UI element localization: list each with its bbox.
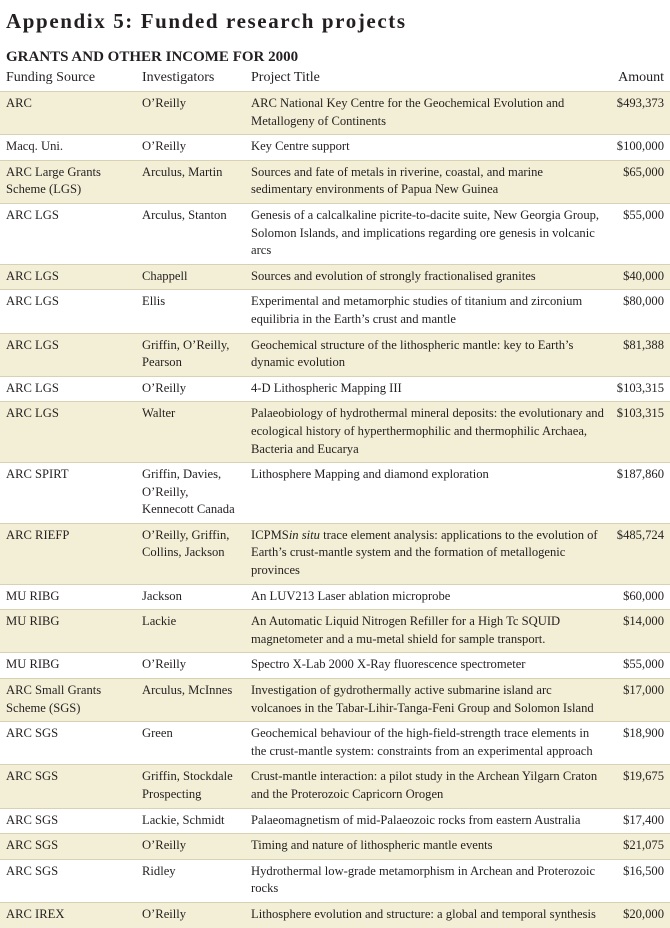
- cell-investigators: O’Reilly: [136, 834, 245, 860]
- cell-funding-source: ARC LGS: [0, 333, 136, 376]
- cell-funding-source: ARC SGS: [0, 834, 136, 860]
- cell-amount: $60,000: [607, 584, 670, 610]
- table-row: [0, 808, 670, 834]
- cell-project-title: Genesis of a calcalkaline picrite-to-dacite suite, New Georgia Group, Solomon Islands, and implications regarding ore genesis in volcanic arcs: [245, 203, 607, 264]
- table-row: [0, 135, 670, 161]
- cell-project-title: Hydrothermal low-grade metamorphism in Archean and Proterozoic rocks: [245, 859, 607, 902]
- cell-project-title: Lithosphere Mapping and diamond exploration: [245, 463, 607, 524]
- cell-amount: $20,000: [607, 902, 670, 927]
- table-row: [0, 610, 670, 653]
- cell-funding-source: ARC SGS: [0, 808, 136, 834]
- cell-investigators: Walter: [136, 402, 245, 463]
- cell-investigators: Griffin, O’Reilly, Pearson: [136, 333, 245, 376]
- cell-investigators: Jackson: [136, 584, 245, 610]
- cell-project-title: [245, 523, 607, 584]
- cell-amount: $21,075: [607, 834, 670, 860]
- cell-funding-source: MU RIBG: [0, 584, 136, 610]
- cell-investigators: Green: [136, 722, 245, 765]
- header-amount: Amount: [618, 70, 664, 85]
- cell-project-title: Sources and evolution of strongly fractionalised granites: [245, 264, 607, 290]
- cell-amount: $55,000: [607, 203, 670, 264]
- table-row: [0, 765, 670, 808]
- cell-amount: $17,000: [607, 679, 670, 722]
- cell-investigators: O’Reilly: [136, 135, 245, 161]
- cell-funding-source: ARC SGS: [0, 859, 136, 902]
- cell-amount: $18,900: [607, 722, 670, 765]
- cell-investigators: O’Reilly, Griffin, Collins, Jackson: [136, 523, 245, 584]
- table-row: [0, 92, 670, 135]
- cell-funding-source: ARC LGS: [0, 402, 136, 463]
- cell-project-title: Spectro X-Lab 2000 X-Ray fluorescence spectrometer: [245, 653, 607, 679]
- cell-funding-source: ARC Small Grants Scheme (SGS): [0, 679, 136, 722]
- cell-funding-source: Macq. Uni.: [0, 135, 136, 161]
- cell-project-title: Experimental and metamorphic studies of titanium and zirconium equilibria in the Earth’s crust and mantle: [245, 290, 607, 333]
- cell-amount: $19,675: [607, 765, 670, 808]
- cell-investigators: Ellis: [136, 290, 245, 333]
- table-row: [0, 376, 670, 402]
- cell-investigators: O’Reilly: [136, 376, 245, 402]
- cell-investigators: O’Reilly: [136, 902, 245, 927]
- cell-amount: $100,000: [607, 135, 670, 161]
- cell-amount: $81,388: [607, 333, 670, 376]
- table-header: [0, 67, 670, 92]
- cell-amount: $17,400: [607, 808, 670, 834]
- cell-funding-source: ARC LGS: [0, 290, 136, 333]
- cell-amount: $103,315: [607, 376, 670, 402]
- cell-investigators: O’Reilly: [136, 92, 245, 135]
- section-heading: GRANTS AND OTHER INCOME FOR 2000: [6, 49, 299, 65]
- cell-funding-source: ARC LGS: [0, 376, 136, 402]
- cell-investigators: Lackie: [136, 610, 245, 653]
- title-text: trace element analysis: applications to the evolution of Earth’s crust-mantle system and the formation of metallogenic provinces: [251, 527, 598, 578]
- header-investigators: Investigators: [142, 70, 215, 85]
- cell-project-title: Lithosphere evolution and structure: a global and temporal synthesis: [245, 902, 607, 927]
- header-funding-source: Funding Source: [6, 70, 96, 85]
- title-italic-text: in situ: [288, 527, 320, 542]
- cell-amount: $65,000: [607, 160, 670, 203]
- table-body: [0, 92, 670, 928]
- cell-amount: $103,315: [607, 402, 670, 463]
- cell-investigators: Griffin, Davies, O’Reilly, Kennecott Canada: [136, 463, 245, 524]
- cell-project-title: Palaeobiology of hydrothermal mineral deposits: the evolutionary and ecological history of hyperthermophilic and thermophilic Archaea, Bacteria and Eucarya: [245, 402, 607, 463]
- cell-funding-source: ARC LGS: [0, 203, 136, 264]
- table-row: [0, 203, 670, 264]
- cell-project-title: Geochemical behaviour of the high-field-strength trace elements in the crust-mantle system: constraints from an experimental approach: [245, 722, 607, 765]
- cell-amount: $40,000: [607, 264, 670, 290]
- cell-investigators: Arculus, Martin: [136, 160, 245, 203]
- cell-funding-source: MU RIBG: [0, 610, 136, 653]
- title-text: ICPMS: [251, 527, 289, 542]
- cell-funding-source: ARC IREX: [0, 902, 136, 927]
- cell-project-title: An Automatic Liquid Nitrogen Refiller for a High Tc SQUID magnetometer and a mu-metal shield for sample transport.: [245, 610, 607, 653]
- cell-funding-source: MU RIBG: [0, 653, 136, 679]
- cell-funding-source: ARC SGS: [0, 765, 136, 808]
- cell-funding-source: ARC RIEFP: [0, 523, 136, 584]
- cell-amount: $187,860: [607, 463, 670, 524]
- table-row: [0, 834, 670, 860]
- table-row: [0, 160, 670, 203]
- table-row: [0, 333, 670, 376]
- cell-project-title: Geochemical structure of the lithospheric mantle: key to Earth’s dynamic evolution: [245, 333, 607, 376]
- table-row: [0, 584, 670, 610]
- cell-project-title: Crust-mantle interaction: a pilot study in the Archean Yilgarn Craton and the Proterozoic Capricorn Orogen: [245, 765, 607, 808]
- cell-investigators: O’Reilly: [136, 653, 245, 679]
- table-row: [0, 679, 670, 722]
- table-row: [0, 264, 670, 290]
- cell-amount: $493,373: [607, 92, 670, 135]
- table-row: [0, 290, 670, 333]
- table-row: [0, 653, 670, 679]
- cell-investigators: Arculus, McInnes: [136, 679, 245, 722]
- cell-project-title: 4-D Lithospheric Mapping III: [245, 376, 607, 402]
- cell-project-title: Sources and fate of metals in riverine, coastal, and marine sedimentary environments of Papua New Guinea: [245, 160, 607, 203]
- cell-project-title: Timing and nature of lithospheric mantle events: [245, 834, 607, 860]
- cell-investigators: Griffin, Stockdale Prospecting: [136, 765, 245, 808]
- cell-investigators: Lackie, Schmidt: [136, 808, 245, 834]
- cell-amount: $14,000: [607, 610, 670, 653]
- cell-project-title: Key Centre support: [245, 135, 607, 161]
- cell-funding-source: ARC SPIRT: [0, 463, 136, 524]
- cell-project-title: Palaeomagnetism of mid-Palaeozoic rocks from eastern Australia: [245, 808, 607, 834]
- table-row: [0, 902, 670, 927]
- page-title: Appendix 5: Funded research projects: [6, 9, 407, 33]
- table-row: [0, 463, 670, 524]
- cell-investigators: Arculus, Stanton: [136, 203, 245, 264]
- cell-funding-source: ARC Large Grants Scheme (LGS): [0, 160, 136, 203]
- table-row: [0, 722, 670, 765]
- table-row: [0, 523, 670, 584]
- cell-amount: $80,000: [607, 290, 670, 333]
- header-project-title: Project Title: [251, 70, 320, 85]
- cell-amount: $55,000: [607, 653, 670, 679]
- cell-funding-source: ARC SGS: [0, 722, 136, 765]
- table-row: [0, 859, 670, 902]
- cell-amount: $485,724: [607, 523, 670, 584]
- cell-funding-source: ARC LGS: [0, 264, 136, 290]
- cell-project-title: Investigation of gydrothermally active submarine island arc volcanoes in the Tabar-Lihir-Tanga-Feni Group and Solomon Island: [245, 679, 607, 722]
- cell-investigators: Ridley: [136, 859, 245, 902]
- grants-table: [0, 67, 670, 928]
- table-row: [0, 402, 670, 463]
- cell-project-title: An LUV213 Laser ablation microprobe: [245, 584, 607, 610]
- cell-investigators: Chappell: [136, 264, 245, 290]
- cell-project-title: ARC National Key Centre for the Geochemical Evolution and Metallogeny of Continents: [245, 92, 607, 135]
- cell-funding-source: ARC: [0, 92, 136, 135]
- cell-amount: $16,500: [607, 859, 670, 902]
